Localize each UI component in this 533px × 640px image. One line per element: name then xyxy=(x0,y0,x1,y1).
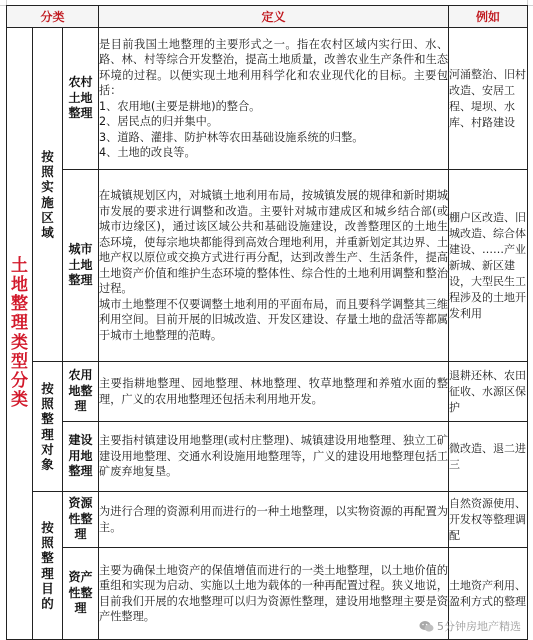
type-label-cell[interactable] xyxy=(63,422,99,492)
definition-text: 为进行合理的资源利用而进行的一种土地整理，以实物资源的再配置为主。 xyxy=(99,505,449,534)
example-text: 自然资源使用、开发权等整理调配 xyxy=(449,496,527,542)
example-cell[interactable] xyxy=(449,170,528,362)
table-row xyxy=(7,492,528,548)
definition-cell[interactable] xyxy=(99,170,449,362)
watermark xyxy=(419,618,521,634)
type-label: 农用 地整 理 xyxy=(68,368,93,414)
type-label: 建设 用地 整理 xyxy=(68,433,93,479)
definition-cell[interactable] xyxy=(99,422,449,492)
type-label: 农村 土地 整理 xyxy=(68,75,93,121)
definition-text: 主要指村镇建设用地整理(或村庄整理)、城镇建设用地整理、独立工矿建设用地整理、交通水利设施用地整理等，广义的建设用地整理包括工矿废弃地复垦。 xyxy=(99,434,449,479)
example-cell[interactable] xyxy=(449,28,528,170)
definition-text: 在城镇规划区内，对城镇土地利用布局，按城镇发展的规律和新时期城市发展的要求进行调整和改造。主要针对城市建成区和城乡结合部(或城市边缘区)，通过该区域公共和基础设施建设，改善整理区的土地生态环境，使每宗地块都能得到高效合理地利用，并重新划定其边界、土地产权以原位或交换方式进行再分配，达到改善生产、生活条件，提高土地资产价值和维护生态环境的整体性、综合性的土地利用调整和整治过程。 城市土地整理不仅要调整土地利用的平面布局，而且要科学调整其三维利用空间。目前开展的旧城改造、开发区建设、存量土地的盘活等都属于城市土地整理的范畴。 xyxy=(99,189,449,342)
group-label-cell[interactable] xyxy=(33,28,63,362)
example-text: 棚户区改造、旧城改造、综合体建设、……产业新城、新区建设，大型民生工程涉及的土地开发利用 xyxy=(449,210,527,320)
header-example[interactable]: 例如 xyxy=(449,6,528,28)
header-category[interactable]: 分类 xyxy=(7,6,99,28)
type-label: 资源 性整 理 xyxy=(68,496,93,542)
watermark-text: 5分钟房地产精选 xyxy=(437,620,521,633)
group-label-cell[interactable] xyxy=(33,362,63,492)
type-label-cell[interactable] xyxy=(63,28,99,170)
main-category-cell[interactable] xyxy=(7,28,33,640)
type-label: 城市 土地 整理 xyxy=(68,242,93,288)
table-row xyxy=(7,170,528,362)
table-row xyxy=(7,422,528,492)
type-label-cell[interactable] xyxy=(63,170,99,362)
type-label-cell[interactable] xyxy=(63,362,99,422)
group-label: 按 照 整 理 目 的 xyxy=(41,519,54,611)
definition-cell[interactable] xyxy=(99,548,449,640)
definition-cell[interactable] xyxy=(99,28,449,170)
example-text: 土地资产利用、盈利方式的整理 xyxy=(449,578,527,608)
definition-text: 是目前我国土地整理的主要形式之一。指在农村区域内实行田、水、路、林、村等综合开发整治，提高土地质量，改善农业生产条件和生态环境的过程。以便实现土地利用科学化和农业现代化的目标。主要包括： 1、农用地(主要是耕地)的整合。 2、居民点的归并集中。 3、道路、灌排、防护林等农田基础设施系统的归整。 4、土地的改良等。 xyxy=(99,37,449,159)
wechat-icon xyxy=(419,620,434,633)
header-row xyxy=(7,6,528,28)
definition-text: 主要为确保土地资产的保值增值而进行的一类土地整理，以土地价值的重组和实现为启动、实施以土地为载体的一种再配置过程。狭义地说，目前我们开展的农地整理可以归为资源性整理，建设用地整理主要是资产性整理。 xyxy=(99,563,449,623)
table-row xyxy=(7,28,528,170)
type-label-cell[interactable] xyxy=(63,492,99,548)
definition-text: 主要指耕地整理、园地整理、林地整理、牧草地整理和养殖水面的整理，广义的农用地整理还包括未利用地开发。 xyxy=(99,377,449,406)
example-cell[interactable] xyxy=(449,492,528,548)
type-label: 资产 性整 理 xyxy=(68,570,93,616)
type-label-cell[interactable] xyxy=(63,548,99,640)
definition-cell[interactable] xyxy=(99,362,449,422)
example-text: 微改造、退二进三 xyxy=(449,441,527,471)
example-cell[interactable] xyxy=(449,422,528,492)
definition-cell[interactable] xyxy=(99,492,449,548)
header-definition[interactable]: 定义 xyxy=(99,6,449,28)
group-label-cell[interactable] xyxy=(33,492,63,640)
group-label: 按 照 整 理 对 象 xyxy=(41,380,54,472)
main-category-label: 土 地 整 理 类 型 分 类 xyxy=(11,256,28,410)
table-row xyxy=(7,362,528,422)
example-text: 退耕还林、农田征收、水源区保护 xyxy=(449,368,527,414)
group-label: 按 照 实 施 区 域 xyxy=(41,148,54,240)
example-text: 河涌整治、旧村改造、安居工程、堤坝、水库、村路建设 xyxy=(449,67,527,129)
classification-table xyxy=(6,5,528,640)
example-cell[interactable] xyxy=(449,362,528,422)
